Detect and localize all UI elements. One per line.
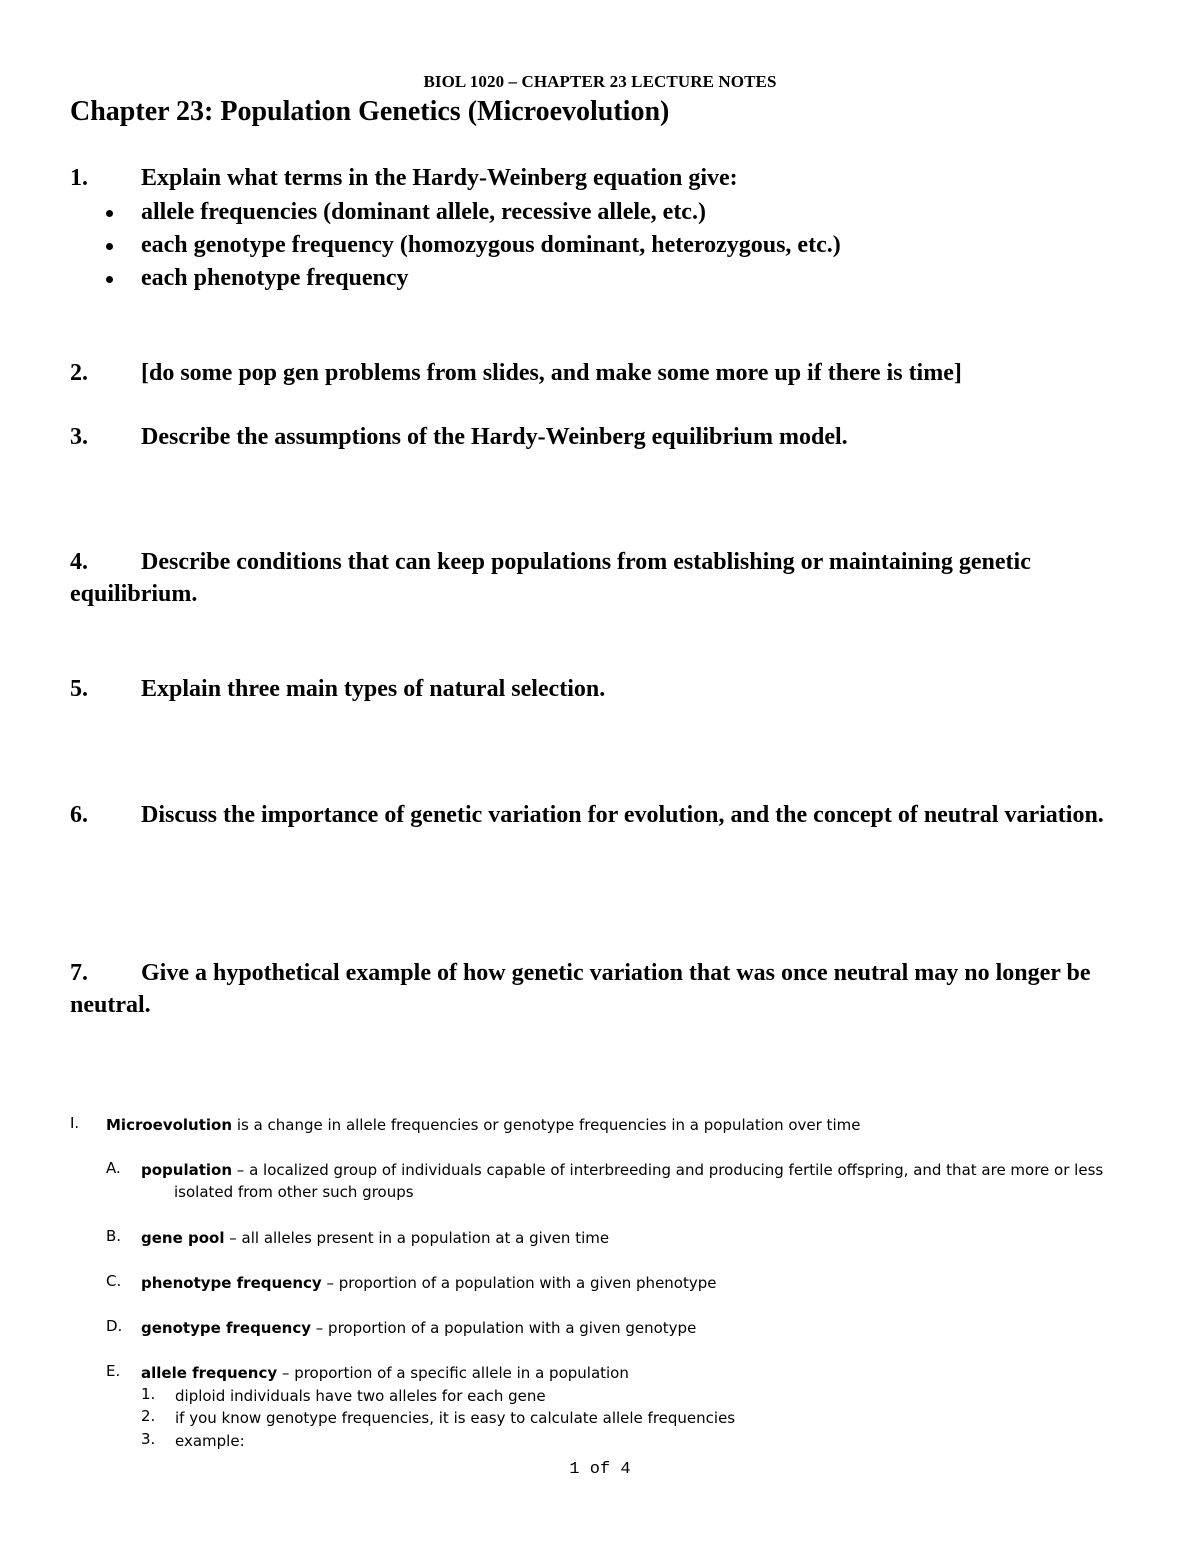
- outline-text: – proportion of a specific allele in a population: [277, 1364, 629, 1382]
- question-3: [70, 421, 1140, 453]
- question-1: [70, 162, 1140, 194]
- bullet-text: each genotype frequency (homozygous dominant, heterozygous, etc.): [141, 232, 841, 258]
- outline-item-B: [141, 1227, 1116, 1249]
- outline-term: Microevolution: [106, 1116, 233, 1134]
- outline-text: – all alleles present in a population at a given time: [224, 1229, 610, 1247]
- bullet-item: [106, 262, 841, 295]
- outline-label: 3.: [141, 1430, 156, 1448]
- question-7: [70, 957, 1140, 1021]
- outline-text: – a localized group of individuals capable of interbreeding and producing fertile offspring, and that are more or less isolated from other such groups: [174, 1161, 1104, 1201]
- question-text: Describe the assumptions of the Hardy-Weinberg equilibrium model.: [141, 424, 848, 450]
- page-title: Chapter 23: Population Genetics (Microevolution): [70, 96, 670, 127]
- page-number: 1 of 4: [569, 1460, 631, 1479]
- outline-item-D: [141, 1317, 1116, 1339]
- outline-text: – proportion of a population with a given genotype: [311, 1319, 697, 1337]
- question-text: Describe conditions that can keep populations from establishing or maintaining genetic equilibrium.: [70, 549, 1031, 607]
- outline-term: genotype frequency: [141, 1319, 312, 1337]
- question-5: [70, 673, 1140, 705]
- outline-term: phenotype frequency: [141, 1274, 322, 1292]
- outline-subitem: if you know genotype frequencies, it is easy to calculate allele frequencies: [175, 1409, 736, 1427]
- outline-label: E.: [106, 1362, 121, 1380]
- outline-label: A.: [106, 1159, 121, 1177]
- question-number: 2.: [70, 360, 88, 386]
- question-number: 6.: [70, 802, 88, 828]
- outline-section-I: [106, 1114, 1116, 1136]
- question-text: Explain three main types of natural selection.: [141, 676, 606, 702]
- bullet-item: [106, 229, 841, 262]
- outline-label: 1.: [141, 1385, 156, 1403]
- bullet-icon: [106, 210, 113, 217]
- outline-text: – proportion of a population with a given phenotype: [321, 1274, 717, 1292]
- outline-item-A: [141, 1159, 1116, 1203]
- question-1-bullets: [106, 196, 841, 295]
- bullet-icon: [106, 243, 113, 250]
- outline-label: I.: [70, 1114, 80, 1132]
- bullet-item: [106, 196, 841, 229]
- question-number: 4.: [70, 549, 88, 575]
- outline-label: B.: [106, 1227, 122, 1245]
- question-2: [70, 357, 1140, 389]
- question-text: Give a hypothetical example of how genetic variation that was once neutral may no longer be neutral.: [70, 960, 1091, 1018]
- question-6: [70, 799, 1140, 831]
- question-number: 1.: [70, 165, 88, 191]
- question-number: 5.: [70, 676, 88, 702]
- question-text: Discuss the importance of genetic variation for evolution, and the concept of neutral variation.: [141, 802, 1104, 828]
- question-number: 3.: [70, 424, 88, 450]
- question-number: 7.: [70, 960, 88, 986]
- question-4: [70, 546, 1140, 610]
- bullet-icon: [106, 276, 113, 283]
- outline-term: allele frequency: [141, 1364, 278, 1382]
- outline-label: 2.: [141, 1407, 156, 1425]
- outline-item-E: [141, 1362, 1116, 1384]
- outline-term: population: [141, 1161, 233, 1179]
- outline-text: is a change in allele frequencies or genotype frequencies in a population over time: [232, 1116, 861, 1134]
- outline-subitem: example:: [175, 1432, 245, 1450]
- bullet-text: each phenotype frequency: [141, 265, 409, 291]
- outline-subitem: diploid individuals have two alleles for each gene: [175, 1387, 546, 1405]
- bullet-text: allele frequencies (dominant allele, recessive allele, etc.): [141, 199, 706, 225]
- question-text: [do some pop gen problems from slides, and make some more up if there is time]: [141, 360, 962, 386]
- outline-label: D.: [106, 1317, 123, 1335]
- course-header: BIOL 1020 – CHAPTER 23 LECTURE NOTES: [423, 72, 777, 91]
- outline-item-C: [141, 1272, 1116, 1294]
- question-text: Explain what terms in the Hardy-Weinberg equation give:: [141, 165, 738, 191]
- outline-term: gene pool: [141, 1229, 225, 1247]
- outline-label: C.: [106, 1272, 122, 1290]
